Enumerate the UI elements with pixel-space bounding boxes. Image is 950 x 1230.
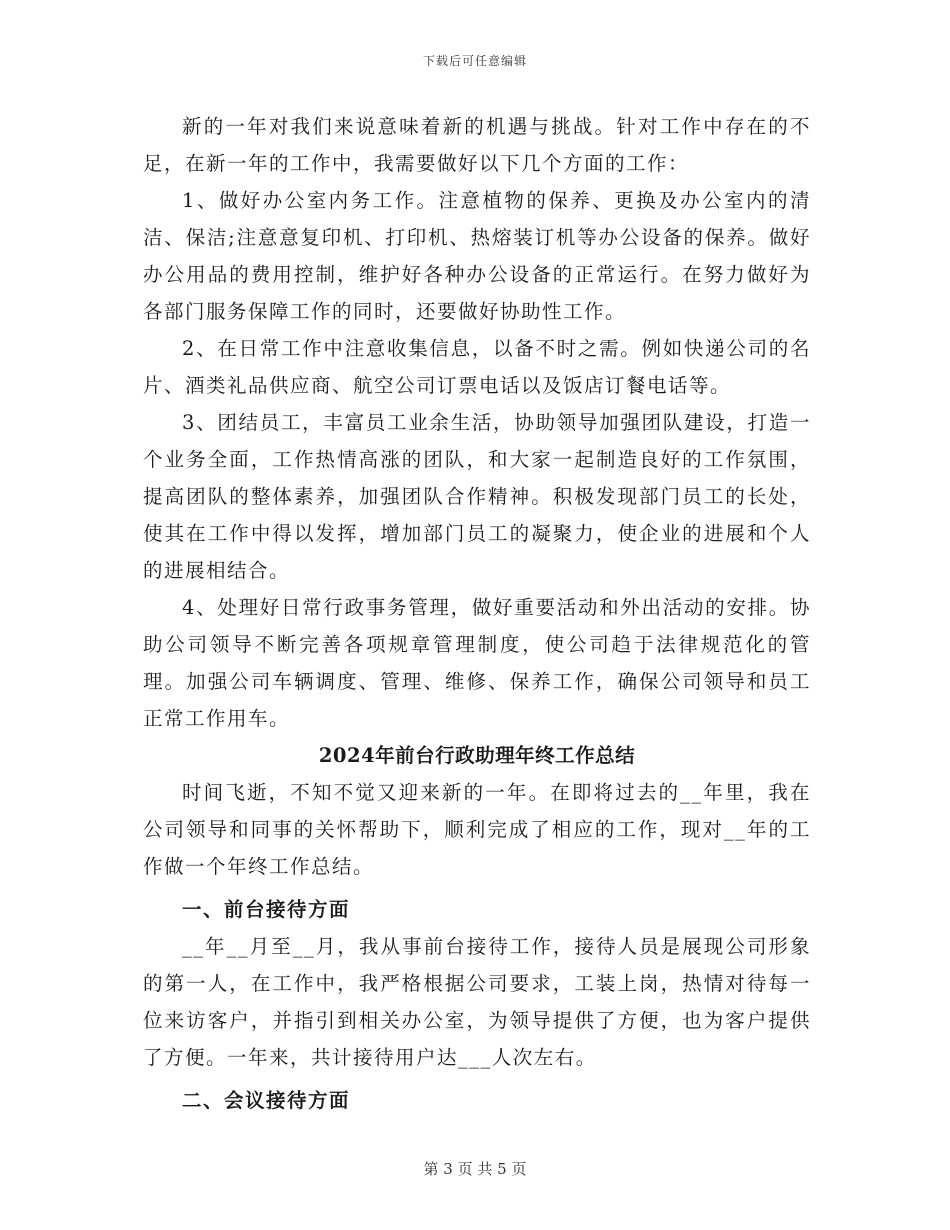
paragraph-intro-plan: 新的一年对我们来说意味着新的机遇与挑战。针对工作中存在的不足，在新一年的工作中，我需要做好以下几个方面的工作：: [143, 115, 811, 175]
paragraph-item-1: 1、做好办公室内务工作。注意植物的保养、更换及办公室内的清洁、保洁;注意意复印机、打印机、热熔装订机等办公设备的保养。做好办公用品的费用控制，维护好各种办公设备的正常运行。在努力做好为各部门服务保障工作的同时，还要做好协助性工作。: [143, 189, 811, 323]
section-heading-reception: 一、前台接待方面: [182, 898, 351, 921]
paragraph-item-2: 2、在日常工作中注意收集信息，以备不时之需。例如快递公司的名片、酒类礼品供应商、航空公司订票电话以及饭店订餐电话等。: [143, 337, 811, 397]
section-heading-meeting: 二、会议接待方面: [182, 1089, 351, 1112]
page-header-note: 下载后可任意编辑: [422, 54, 527, 68]
paragraph-reception: __年__月至__月，我从事前台接待工作，接待人员是展现公司形象的第一人，在工作中，我严格根据公司要求，工装上岗，热情对待每一位来访客户，并指引到相关办公室，为领导提供了方便，也为客户提供了方便。一年来，共计接待用户达___人次左右。: [143, 935, 811, 1069]
document-title: 2024年前台行政助理年终工作总结: [318, 744, 636, 767]
paragraph-summary-intro: 时间飞逝，不知不觉又迎来新的一年。在即将过去的__年里，我在公司领导和同事的关怀帮助下，顺利完成了相应的工作，现对__年的工作做一个年终工作总结。: [143, 781, 811, 878]
paragraph-item-4: 4、处理好日常行政事务管理，做好重要活动和外出活动的安排。协助公司领导不断完善各项规章管理制度，使公司趋于法律规范化的管理。加强公司车辆调度、管理、维修、保养工作，确保公司领导和员工正常工作用车。: [143, 596, 811, 730]
paragraph-item-3: 3、团结员工，丰富员工业余生活，协助领导加强团队建设，打造一个业务全面，工作热情高涨的团队，和大家一起制造良好的工作氛围，提高团队的整体素养，加强团队合作精神。积极发现部门员工的长处，使其在工作中得以发挥，增加部门员工的凝聚力，使企业的进展和个人的进展相结合。: [143, 411, 811, 582]
page-number: 第 3 页 共 5 页: [423, 1160, 527, 1178]
document-body: [143, 108, 811, 1119]
